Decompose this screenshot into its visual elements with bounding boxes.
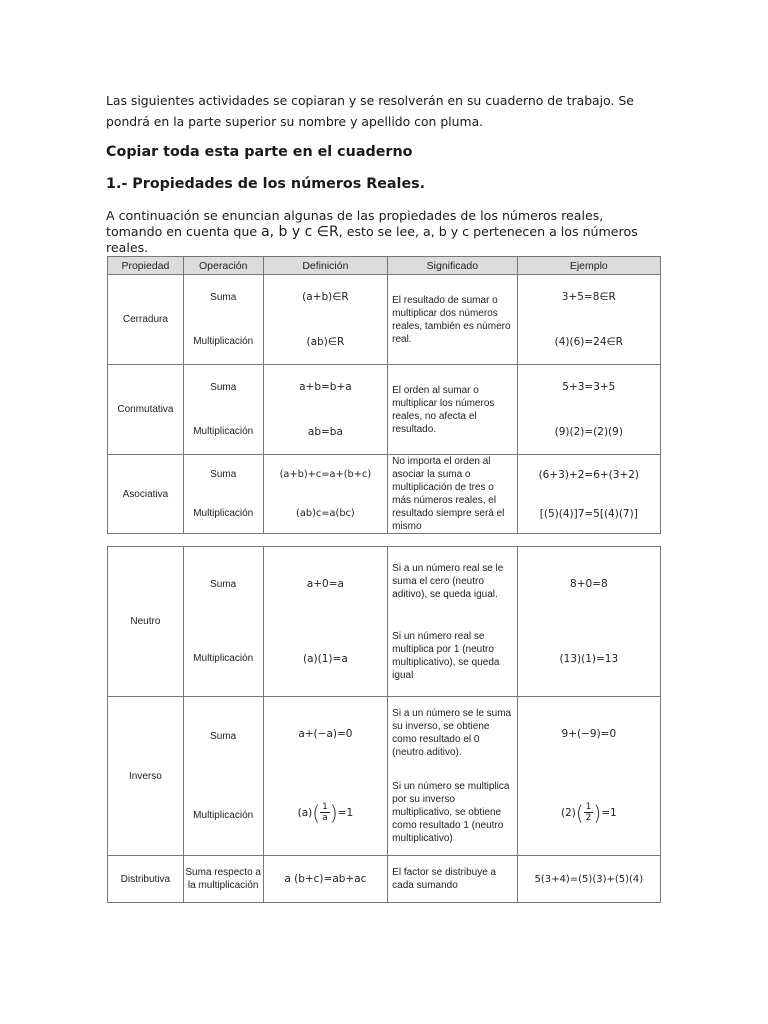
- table-row: [108, 455, 661, 534]
- example-suma: 9+(−9)=0: [561, 727, 617, 740]
- intro-text: Las siguientes actividades se copiaran y se resolverán en su cuaderno de trabajo. Se pondrá en la parte superior su nombre y apellido con pluma.: [106, 93, 634, 129]
- op-suma: Suma: [210, 469, 237, 480]
- operation-cell: [183, 455, 263, 534]
- table-row: [108, 697, 661, 856]
- property-cell: Neutro: [108, 547, 184, 697]
- example-suma: (6+3)+2=6+(3+2): [538, 468, 640, 481]
- property-cell: Inverso: [108, 697, 184, 856]
- definition-cell: a (b+c)=ab+ac: [263, 856, 388, 903]
- properties-table-part2: [107, 546, 661, 903]
- property-cell: Asociativa: [108, 455, 184, 534]
- operation-cell: [183, 547, 263, 697]
- definition-cell: [263, 275, 387, 365]
- property-cell: Conmutativa: [108, 365, 184, 455]
- def-mult: (ab)∈R: [306, 335, 345, 348]
- example-cell: [517, 365, 660, 455]
- def-mult-fraction: (a) ( $\frac{1}{a}$ ) =1: [297, 800, 354, 825]
- heading-section: 1.- Propiedades de los números Reales.: [106, 176, 426, 192]
- property-cell: Cerradura: [108, 275, 184, 365]
- example-cell: [517, 455, 660, 534]
- example-cell: [517, 547, 660, 697]
- op-multiplicacion: Multiplicación: [193, 336, 254, 348]
- def-mult: ab=ba: [307, 425, 343, 438]
- meaning-cell: El orden al sumar o multiplicar los números reales, no afecta el resultado.: [388, 365, 517, 455]
- meaning-mult: Si un número real se multiplica por 1 (neutro multiplicativo), se queda igual: [392, 630, 500, 681]
- fraction-one-half: $\frac{1}{2}$: [585, 802, 592, 823]
- header-ejemplo: Ejemplo: [517, 257, 660, 275]
- intro-paragraph: [106, 208, 646, 256]
- example-mult: [(5)(4)]7=5[(4)(7)]: [539, 507, 638, 520]
- table-row: [108, 365, 661, 455]
- operation-cell: [183, 365, 263, 455]
- header-propiedad: Propiedad: [108, 257, 184, 275]
- definition-cell: [263, 697, 388, 856]
- op-suma: Suma: [210, 731, 237, 742]
- meaning-cell: No importa el orden al asociar la suma o multiplicación de tres o más números reales, el resultado siempre será el mismo: [388, 455, 517, 534]
- op-suma: Suma: [210, 381, 237, 393]
- header-definicion: Definición: [263, 257, 387, 275]
- meaning-cell: El resultado de sumar o multiplicar dos números reales, también es número real.: [388, 275, 517, 365]
- op-multiplicacion: Multiplicación: [193, 810, 254, 821]
- def-suma: (a+b)+c=a+(b+c): [279, 469, 372, 480]
- property-cell: Distributiva: [108, 856, 184, 903]
- table-row: [108, 856, 661, 903]
- operation-cell: [183, 275, 263, 365]
- example-mult-fraction: (2) ( $\frac{1}{2}$ ) =1: [560, 800, 617, 825]
- paragraph-symbols: a, b y c ∈R: [261, 224, 339, 240]
- def-suma: a+0=a: [306, 578, 344, 591]
- header-operacion: Operación: [183, 257, 263, 275]
- def-suma: a+b=b+a: [299, 381, 352, 394]
- table-row: [108, 275, 661, 365]
- example-cell: 5(3+4)=(5)(3)+(5)(4): [517, 856, 660, 903]
- meaning-cell: El factor se distribuye a cada sumando: [388, 856, 518, 903]
- heading-copy: Copiar toda esta parte en el cuaderno: [106, 144, 413, 160]
- paragraph-pre: A continuación se enuncian algunas de las propiedades de los números reales, tomando en cuenta que: [106, 208, 604, 239]
- properties-table-part1: [107, 256, 661, 534]
- op-multiplicacion: Multiplicación: [193, 508, 254, 519]
- def-mult: (ab)c=a(bc): [296, 508, 355, 519]
- example-mult: (4)(6)=24∈R: [554, 335, 623, 348]
- operation-cell: [183, 697, 263, 856]
- op-multiplicacion: Multiplicación: [193, 426, 254, 438]
- meaning-mult: Si un número se multiplica por su inverso multiplicativo, se obtiene como resultado 1 (neutro multiplicativo): [392, 780, 510, 844]
- example-mult: (9)(2)=(2)(9): [554, 425, 623, 438]
- example-suma: 8+0=8: [570, 578, 608, 591]
- op-suma: Suma: [210, 578, 237, 590]
- def-suma: (a+b)∈R: [302, 291, 349, 304]
- example-cell: [517, 275, 660, 365]
- table-header-row: [108, 257, 661, 275]
- example-suma: 3+5=8∈R: [561, 291, 616, 304]
- definition-cell: [263, 365, 387, 455]
- op-multiplicacion: Multiplicación: [193, 653, 254, 665]
- definition-cell: [263, 547, 388, 697]
- table-row: [108, 547, 661, 697]
- definition-cell: [263, 455, 387, 534]
- fraction-one-over-a: $\frac{1}{a}$: [322, 802, 328, 823]
- op-suma: Suma: [210, 291, 237, 303]
- meaning-cell: [388, 547, 518, 697]
- example-mult: (13)(1)=13: [559, 652, 619, 665]
- meaning-suma: Si a un número se le suma su inverso, se obtiene como resultado el 0 (neutro aditivo).: [392, 708, 512, 759]
- def-mult: (a)(1)=a: [303, 652, 348, 665]
- paragraph-post: , esto se lee, a, b y c pertenecen a los números reales.: [106, 224, 638, 255]
- example-suma: 5+3=3+5: [562, 381, 616, 394]
- operation-cell: Suma respecto a la multiplicación: [183, 856, 263, 903]
- meaning-suma: Si a un número real se le suma el cero (neutro aditivo), se queda igual.: [392, 562, 504, 600]
- example-cell: [517, 697, 660, 856]
- meaning-cell: [388, 697, 518, 856]
- def-suma: a+(−a)=0: [298, 727, 353, 740]
- header-significado: Significado: [388, 257, 517, 275]
